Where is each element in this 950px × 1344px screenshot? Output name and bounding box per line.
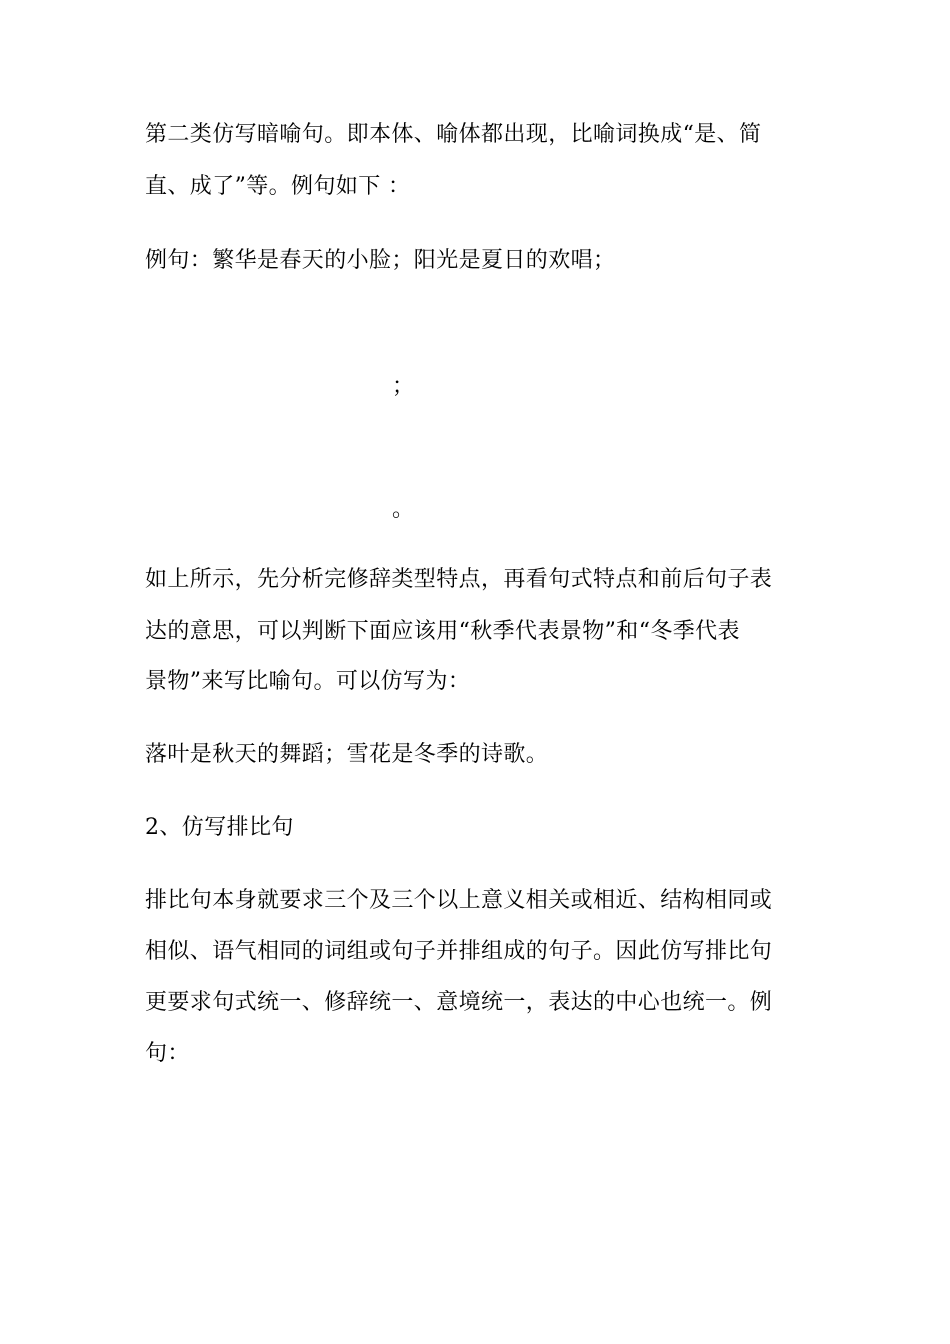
fill-blank-period: 。	[392, 497, 415, 522]
paragraph-1-line-2: 直、成了”等。例句如下 ：	[145, 174, 411, 199]
example-sentence: 例句：繁华是春天的小脸；阳光是夏日的欢唱；	[145, 248, 616, 273]
paragraph-3-line-3: 更要求句式统一、修辞统一、意境统一，表达的中心也统一。例	[145, 990, 773, 1015]
paragraph-2-line-3: 景物”来写比喻句。可以仿写为：	[145, 669, 471, 694]
paragraph-3-line-1: 排比句本身就要求三个及三个以上意义相关或相近、结构相同或	[145, 888, 773, 913]
paragraph-3-line-4: 句：	[145, 1041, 190, 1066]
fill-blank-semicolon: ；	[392, 374, 415, 399]
section-heading: 2、仿写排比句	[145, 815, 294, 840]
paragraph-1-line-1: 第二类仿写暗喻句。即本体、喻体都出现，比喻词换成“是、简	[145, 122, 762, 147]
paragraph-3-line-2: 相似、语气相同的词组或句子并排组成的句子。因此仿写排比句	[145, 939, 773, 964]
paragraph-2-line-2: 达的意思，可以判断下面应该用“秋季代表景物”和“冬季代表	[145, 619, 740, 644]
answer-sentence: 落叶是秋天的舞蹈；雪花是冬季的诗歌。	[145, 742, 549, 767]
paragraph-2-line-1: 如上所示，先分析完修辞类型特点，再看句式特点和前后句子表	[145, 567, 773, 592]
